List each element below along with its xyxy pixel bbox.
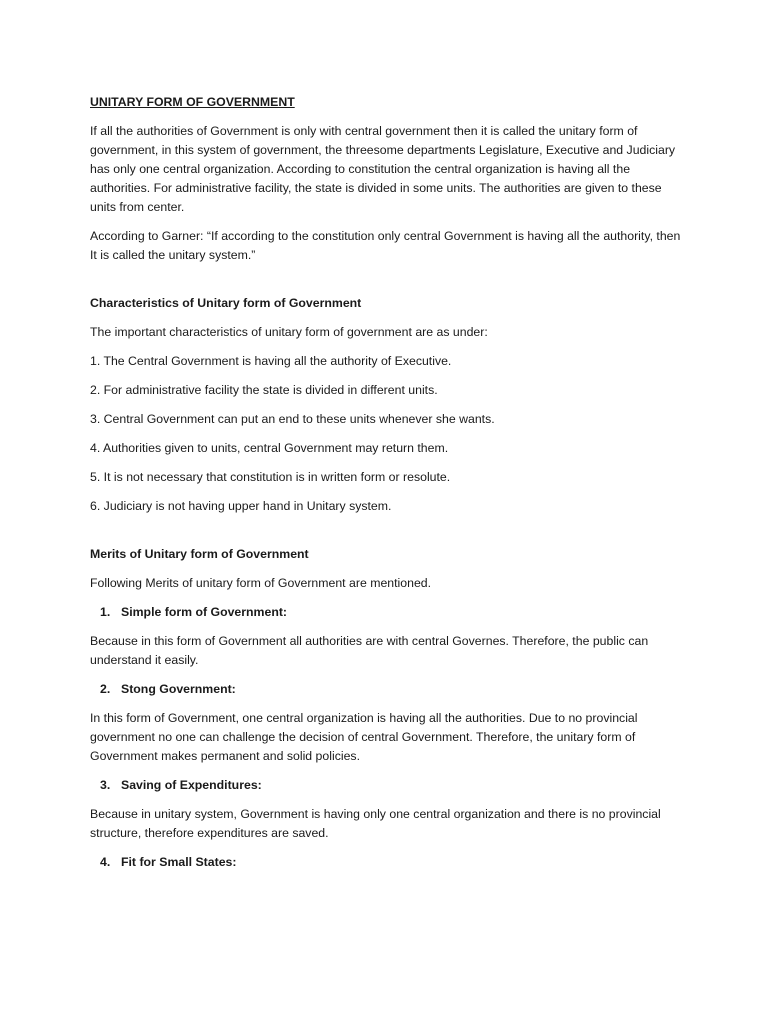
garner-quote-paragraph: According to Garner: “If according to the constitution only central Government is having all the authority, then It is called the unitary system.” xyxy=(90,229,681,262)
characteristic-item: 3. Central Government can put an end to these units whenever she wants. xyxy=(90,412,495,426)
characteristic-item: 6. Judiciary is not having upper hand in Unitary system. xyxy=(90,499,392,513)
merit-body: In this form of Government, one central organization is having all the authorities. Due to no provincial government no one can challenge the decision of central Government. Therefore, the unitary form of Government makes permanent and solid policies. xyxy=(90,711,638,763)
merit-number: 3. xyxy=(100,778,111,792)
merit-title: Stong Government: xyxy=(121,682,236,696)
merit-number: 4. xyxy=(100,855,111,869)
merit-body: Because in this form of Government all authorities are with central Governes. Therefore, the public can understand it easily. xyxy=(90,634,649,667)
section-spacer xyxy=(90,275,686,294)
intro-paragraph: If all the authorities of Government is only with central government then it is called the unitary form of government, in this system of government, the threesome departments Legislature, Executive and Judiciary has only one central organization. According to constitution the central organization is having all the authorities. For administrative facility, the state is divided in some units. The authorities are given to these units from center. xyxy=(90,124,676,214)
characteristic-item: 4. Authorities given to units, central Government may return them. xyxy=(90,441,449,455)
merit-title: Simple form of Government: xyxy=(121,605,288,619)
merit-heading xyxy=(90,853,686,872)
document-body xyxy=(90,93,686,882)
characteristics-heading: Characteristics of Unitary form of Government xyxy=(90,296,362,310)
merit-heading xyxy=(90,603,686,622)
merit-body: Because in unitary system, Government is having only one central organization and there is no provincial structure, therefore expenditures are saved. xyxy=(90,807,661,840)
characteristic-item: 5. It is not necessary that constitution is in written form or resolute. xyxy=(90,470,451,484)
merit-number: 2. xyxy=(100,682,111,696)
characteristic-item: 2. For administrative facility the state is divided in different units. xyxy=(90,383,438,397)
characteristic-item: 1. The Central Government is having all the authority of Executive. xyxy=(90,354,452,368)
merit-number: 1. xyxy=(100,605,111,619)
document-title: UNITARY FORM OF GOVERNMENT xyxy=(90,95,295,109)
merits-lead: Following Merits of unitary form of Government are mentioned. xyxy=(90,576,432,590)
merit-title: Fit for Small States: xyxy=(121,855,237,869)
merits-heading: Merits of Unitary form of Government xyxy=(90,547,309,561)
merit-heading xyxy=(90,776,686,795)
section-spacer xyxy=(90,526,686,545)
characteristics-lead: The important characteristics of unitary form of government are as under: xyxy=(90,325,488,339)
merit-title: Saving of Expenditures: xyxy=(121,778,262,792)
merit-heading xyxy=(90,680,686,699)
